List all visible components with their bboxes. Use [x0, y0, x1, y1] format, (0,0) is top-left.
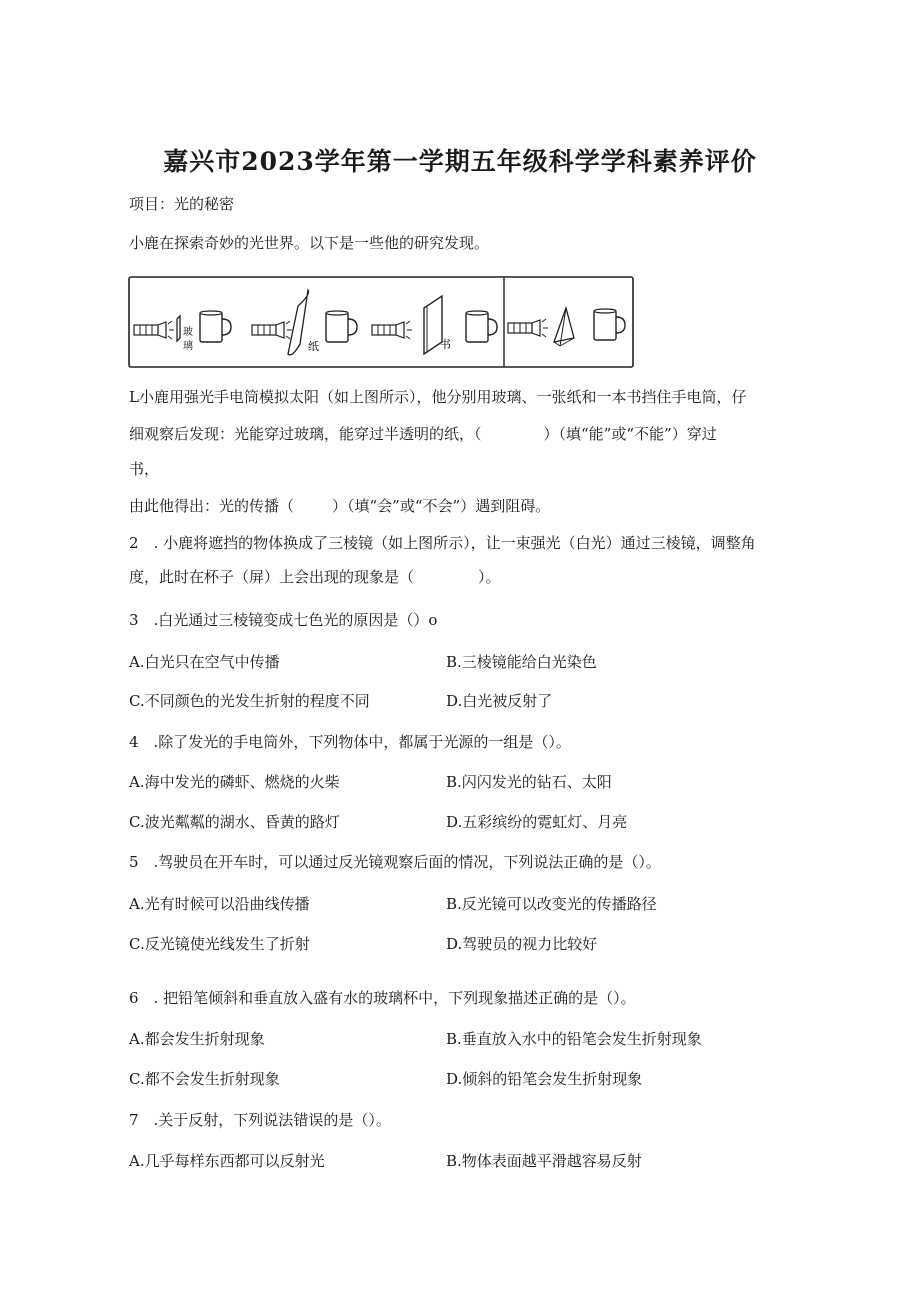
q5-option-b[interactable]: B.反光镜可以改变光的传播路径: [446, 895, 657, 913]
q4-option-b[interactable]: B.闪闪发光的钻石、太阳: [446, 773, 612, 791]
q1-text-c: 由此他得出：光的传播（: [129, 497, 295, 515]
page-title: 嘉兴市2023学年第一学期五年级科学学科素养评价: [163, 147, 757, 176]
figure-label-paper: 纸: [308, 340, 319, 353]
q6-option-a[interactable]: A.都会发生折射现象: [129, 1030, 265, 1048]
q5-option-c[interactable]: C.反光镜使光线发生了折射: [129, 935, 310, 953]
figure-label-glass-2: 璃: [183, 341, 193, 352]
q4-option-a[interactable]: A.海中发光的磷虾、燃烧的火柴: [129, 773, 340, 791]
q1-line-2: [129, 423, 717, 444]
q2-line-1: 2 . 小鹿将遮挡的物体换成了三棱镜（如上图所示），让一束强光（白光）通过三棱镜，调整角: [129, 534, 756, 552]
q7-option-a[interactable]: A.几乎每样东西都可以反射光: [129, 1152, 325, 1170]
q3-option-d[interactable]: D.白光被反射了: [446, 692, 553, 710]
q4-stem: 4 .除了发光的手电筒外，下列物体中，都属于光源的一组是（）。: [129, 733, 571, 751]
glass-pane-shape: [177, 316, 180, 341]
figure-label-glass-1: 玻: [183, 327, 193, 338]
q7-option-b[interactable]: B.物体表面越平滑越容易反射: [446, 1152, 642, 1170]
q3-option-b[interactable]: B.三棱镜能给白光染色: [446, 653, 597, 671]
q1-text-d: ）（填“会”或“不会”）遇到阻碍。: [332, 497, 551, 515]
q1-line-1: L小鹿用强光手电筒模拟太阳（如上图所示），他分别用玻璃、一张纸和一本书挡住手电筒，仔: [129, 388, 747, 406]
experiment-figure: [128, 276, 634, 368]
q3-stem: 3 .白光通过三棱镜变成七色光的原因是（）o: [129, 611, 438, 629]
q5-option-d[interactable]: D.驾驶员的视力比较好: [446, 935, 598, 953]
q4-option-c[interactable]: C.波光粼粼的湖水、昏黄的路灯: [129, 813, 340, 831]
q5-option-a[interactable]: A.光有时候可以沿曲线传播: [129, 895, 310, 913]
q1-line-3: 书，: [129, 460, 160, 478]
q7-stem: 7 .关于反射，下列说法错误的是（）。: [129, 1111, 391, 1129]
q2-line-2: [129, 566, 501, 587]
q6-option-d[interactable]: D.倾斜的铅笔会发生折射现象: [446, 1070, 643, 1088]
q6-option-b[interactable]: B.垂直放入水中的铅笔会发生折射现象: [446, 1030, 702, 1048]
q1-text-a: 细观察后发现：光能穿过玻璃，能穿过半透明的纸，（: [129, 425, 482, 443]
q3-option-c[interactable]: C.不同颜色的光发生折射的程度不同: [129, 692, 370, 710]
q6-option-c[interactable]: C.都不会发生折射现象: [129, 1070, 280, 1088]
q1-line-4: [129, 495, 550, 516]
q3-option-a[interactable]: A.白光只在空气中传播: [129, 653, 280, 671]
q2-text-a: 度，此时在杯子（屏）上会出现的现象是（: [129, 568, 415, 586]
q4-option-d[interactable]: D.五彩缤纷的霓虹灯、月亮: [446, 813, 628, 831]
q1-text-b: ）（填“能”或“不能”）穿过: [543, 425, 717, 443]
q2-text-b: ）。: [478, 568, 501, 586]
q5-stem: 5 .驾驶员在开车时，可以通过反光镜观察后面的情况，下列说法正确的是（）。: [129, 853, 661, 871]
q6-stem: 6 . 把铅笔倾斜和垂直放入盛有水的玻璃杯中，下列现象描述正确的是（）。: [129, 989, 636, 1007]
project-line: 项目：光的秘密: [129, 195, 235, 213]
figure-label-book: 书: [440, 338, 451, 351]
intro-line: 小鹿在探索奇妙的光世界。以下是一些他的研究发现。: [129, 234, 490, 252]
